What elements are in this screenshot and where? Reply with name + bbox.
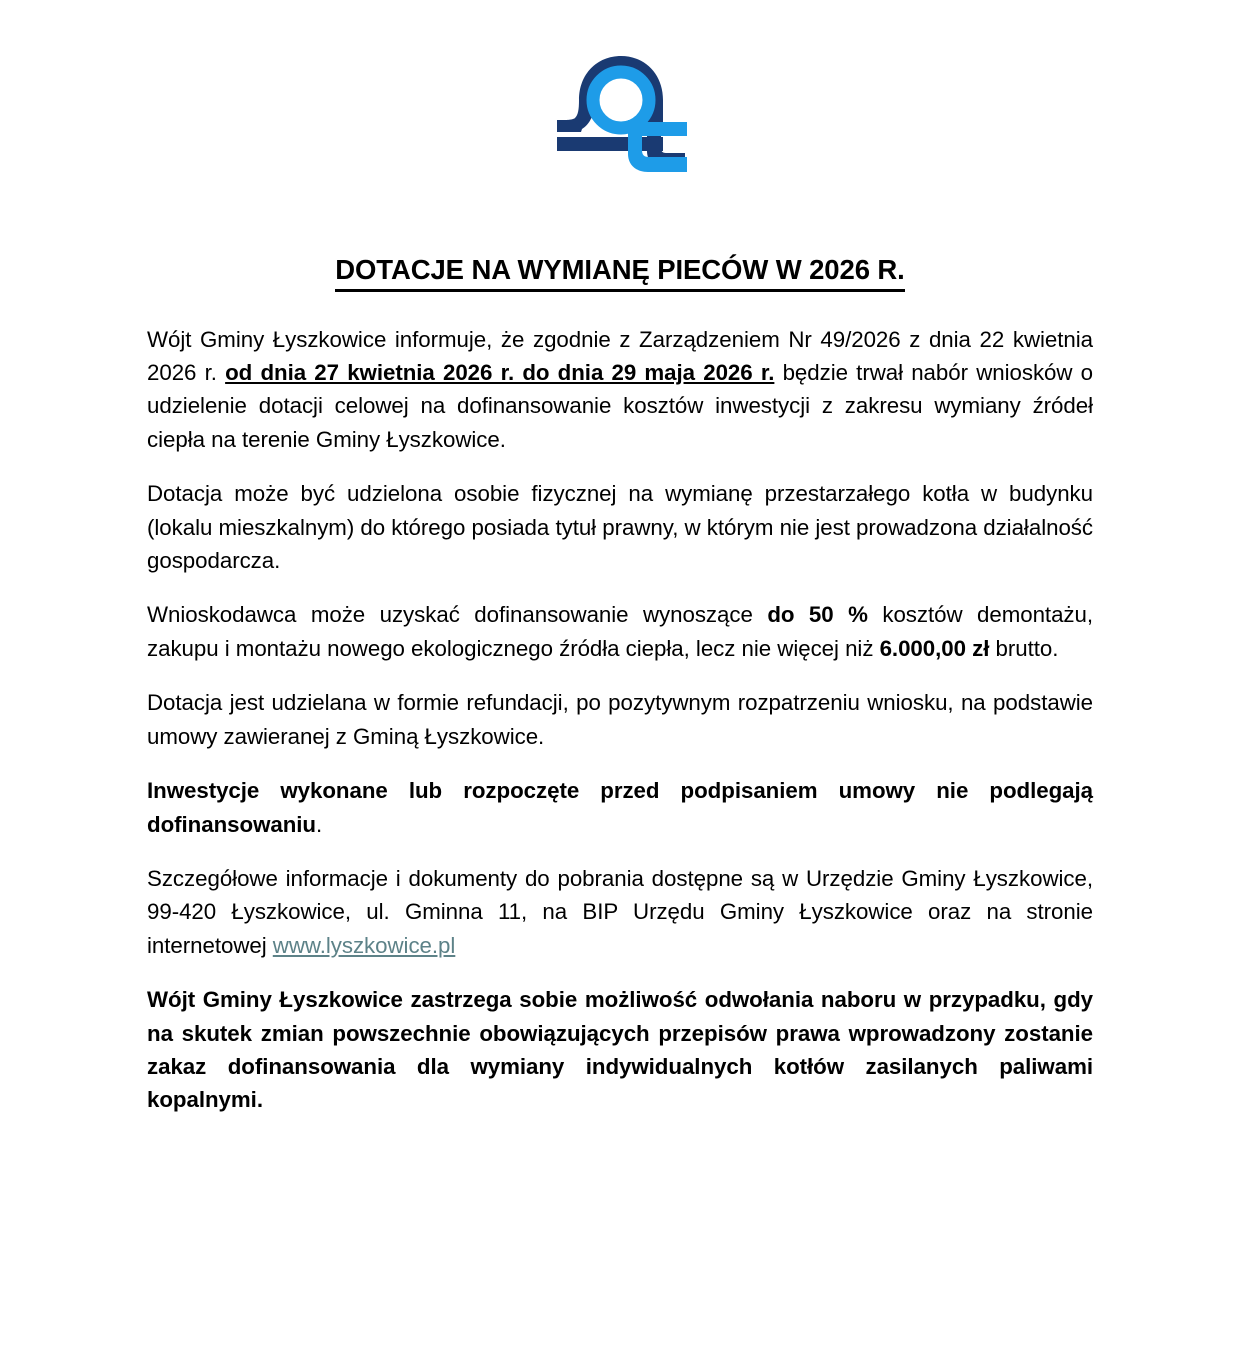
page-title xyxy=(147,254,1093,292)
paragraph-eligibility: Dotacja może być udzielona osobie fizycznej na wymianę przestarzałego kotła w budynku (lokalu mieszkalnym) do którego posiada tytuł prawny, w którym nie jest prowadzona działalność gospodarcza. xyxy=(147,481,1093,574)
paragraph-refund-form: Dotacja jest udzielana w formie refundacji, po pozytywnym rozpatrzeniu wniosku, na podstawie umowy zawieranej z Gminą Łyszkowice. xyxy=(147,690,1093,749)
paragraph-3-part-1: Wnioskodawca może uzyskać dofinansowanie wynoszące xyxy=(147,602,768,628)
website-link[interactable]: www.lyszkowice.pl xyxy=(272,932,456,958)
contact-text: Szczegółowe informacje i dokumenty do pobrania dostępne są w Urzędzie Gminy Łyszkowice, 99-420 Łyszkowice, ul. Gminna 11, na BIP Urzędu Gminy Łyszkowice oraz na stronie internetowej xyxy=(147,865,1093,958)
warning-period: . xyxy=(316,811,323,837)
paragraph-1-date-range: od dnia 27 kwietnia 2026 r. do dnia 29 maja 2026 r. xyxy=(225,360,775,386)
funding-percentage: do 50 % xyxy=(767,602,868,628)
document-body xyxy=(147,180,1093,1117)
paragraph-3-part-2: kosztów demontażu, zakupu i montażu nowego ekologicznego źródła ciepła, lecz nie więcej niż xyxy=(147,602,1094,661)
logo-header xyxy=(0,0,1240,180)
paragraph-announcement xyxy=(147,323,1093,457)
paragraph-cancellation-notice: Wójt Gminy Łyszkowice zastrzega sobie możliwość odwołania naboru w przypadku, gdy na skutek zmian powszechnie obowiązujących przepisów prawa wprowadzony zostanie zakaz dofinansowania dla wymiany indywidualnych kotłów zasilanych paliwami kopalnymi. xyxy=(147,987,1093,1113)
paragraph-warning-prior-works xyxy=(147,774,1093,841)
page-title-text: DOTACJE NA WYMIANĘ PIECÓW W 2026 R. xyxy=(335,254,904,292)
paragraph-1-part-2: będzie trwał nabór wniosków o udzielenie dotacji celowej na dofinansowanie kosztów inwestycji z zakresu wymiany źródeł ciepła na terenie Gminy Łyszkowice. xyxy=(147,360,1093,452)
gmina-lyszkowice-logo-icon xyxy=(535,48,705,180)
paragraph-3-part-3: brutto. xyxy=(989,635,1059,661)
paragraph-1-part-1: Wójt Gminy Łyszkowice informuje, że zgodnie z Zarządzeniem Nr 49/2026 z dnia 22 kwietnia 2026 r. xyxy=(147,326,1093,386)
paragraph-funding-amount xyxy=(147,598,1093,665)
paragraph-contact-info xyxy=(147,862,1093,962)
funding-max-amount: 6.000,00 zł xyxy=(879,635,990,661)
warning-bold-text: Inwestycje wykonane lub rozpoczęte przed podpisaniem umowy nie podlegają dofinansowaniu xyxy=(147,778,1093,837)
